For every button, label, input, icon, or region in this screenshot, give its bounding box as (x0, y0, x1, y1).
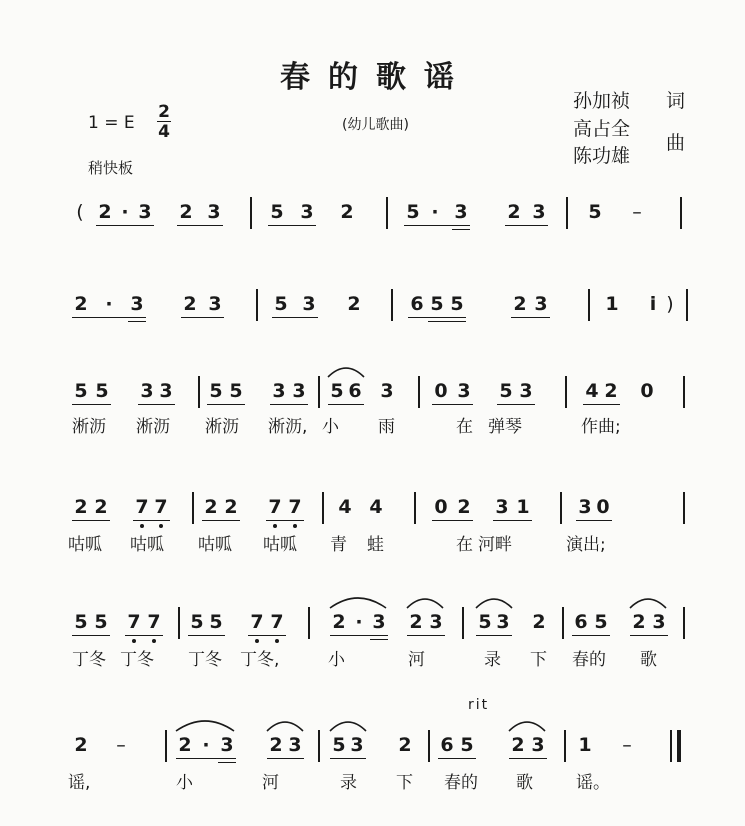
beam (404, 225, 470, 226)
barline (178, 607, 180, 639)
beam-2 (218, 762, 236, 763)
note: 3 (652, 611, 666, 633)
beam-2 (428, 321, 466, 322)
beam (330, 758, 366, 759)
barline (256, 289, 258, 321)
key-signature: 1 = E (88, 113, 135, 133)
note: 5 (499, 380, 513, 402)
low-octave-dot (293, 524, 297, 528)
beam (330, 635, 388, 636)
note: 6 (574, 611, 588, 633)
note: 2 (74, 293, 88, 315)
note: 2 (74, 734, 88, 756)
note: 5 (209, 380, 223, 402)
note: 2 (178, 734, 192, 756)
slur (174, 717, 236, 733)
note-high: i (649, 293, 657, 315)
beam (188, 635, 225, 636)
lyric: 下 (530, 650, 547, 670)
barline (462, 607, 464, 639)
beam (438, 758, 476, 759)
lyric: 歌 (516, 773, 533, 793)
beam (138, 404, 175, 405)
lyric: 在 (456, 417, 473, 437)
beam (96, 225, 154, 226)
lyric: 作曲; (581, 417, 621, 437)
lyric: 小 (328, 650, 345, 670)
note: 3 (534, 293, 548, 315)
barline (318, 730, 320, 762)
barline (165, 730, 167, 762)
beam-2 (370, 639, 388, 640)
beam (408, 317, 466, 318)
beam (72, 635, 110, 636)
lyric: 丁冬 (188, 650, 222, 670)
note: 2 (398, 734, 412, 756)
lyric: 河 (408, 650, 425, 670)
note: 3 (300, 201, 314, 223)
note: 4 (585, 380, 599, 402)
barline (683, 376, 685, 408)
barline (565, 376, 567, 408)
barline (391, 289, 393, 321)
note: 6 (440, 734, 454, 756)
note: 3 (272, 380, 286, 402)
slur (328, 717, 368, 733)
beam (476, 635, 512, 636)
lyric: 谣。 (576, 773, 610, 793)
note: 3 (288, 734, 302, 756)
lyric: 咕呱 (263, 535, 297, 555)
slur (474, 594, 514, 610)
note: 1 (516, 496, 530, 518)
lyric: 小 (176, 773, 193, 793)
slur (507, 717, 547, 733)
barline (318, 376, 320, 408)
note: 7 (268, 496, 282, 518)
low-octave-dot (275, 639, 279, 643)
barline (414, 492, 416, 524)
beam (125, 635, 163, 636)
lyric: 谣, (68, 773, 91, 793)
note: 2 (98, 201, 112, 223)
barline (588, 289, 590, 321)
lyric: 在 (456, 535, 473, 555)
beam (630, 635, 668, 636)
note: 0 (596, 496, 610, 518)
note-dot: · (202, 734, 210, 756)
lyric: 春的 (444, 773, 478, 793)
note: 3 (350, 734, 364, 756)
slur (628, 594, 668, 610)
low-octave-dot (255, 639, 259, 643)
barline (418, 376, 420, 408)
note: 5 (74, 611, 88, 633)
note: 3 (457, 380, 471, 402)
lyric: 淅沥 (136, 417, 170, 437)
beam (432, 404, 473, 405)
low-octave-dot (132, 639, 136, 643)
note: 5 (209, 611, 223, 633)
beam (248, 635, 286, 636)
lyricist-role: 词 (666, 90, 686, 112)
note: 5 (330, 380, 344, 402)
slur (405, 594, 445, 610)
beam-2 (452, 229, 470, 230)
note: 0 (434, 380, 448, 402)
note: 5 (74, 380, 88, 402)
note: 2 (74, 496, 88, 518)
note: 2 (457, 496, 471, 518)
beam (202, 520, 240, 521)
note: 3 (531, 734, 545, 756)
lyric: 蛙 (367, 535, 384, 555)
note: 1 (578, 734, 592, 756)
beam (497, 404, 535, 405)
note: 2 (511, 734, 525, 756)
time-signature-bottom: 4 (158, 122, 170, 142)
beam (407, 635, 445, 636)
note-dot: · (355, 611, 363, 633)
beam (72, 317, 146, 318)
beam (509, 758, 547, 759)
note: 7 (288, 496, 302, 518)
note: 5 (190, 611, 204, 633)
composer-name-2: 陈功雄 (573, 145, 631, 167)
note: 7 (270, 611, 284, 633)
note: 7 (250, 611, 264, 633)
barline (386, 197, 388, 229)
lyricist-name: 孙加祯 (573, 90, 631, 112)
lyric: 春的 (572, 650, 606, 670)
note: 2 (179, 201, 193, 223)
lyric: 河畔 (478, 535, 512, 555)
note: 3 (140, 380, 154, 402)
note: 2 (332, 611, 346, 633)
note: 3 (302, 293, 316, 315)
barline (566, 197, 568, 229)
close-paren: ) (666, 293, 674, 315)
lyric: 录 (484, 650, 501, 670)
beam (176, 758, 236, 759)
beam (272, 317, 318, 318)
low-octave-dot (140, 524, 144, 528)
note: 5 (430, 293, 444, 315)
note: 3 (496, 611, 510, 633)
note: 6 (348, 380, 362, 402)
beam (268, 225, 316, 226)
beam (133, 520, 170, 521)
note: 7 (147, 611, 161, 633)
note: 5 (594, 611, 608, 633)
note: 5 (94, 611, 108, 633)
beam (72, 404, 111, 405)
low-octave-dot (159, 524, 163, 528)
note: 5 (229, 380, 243, 402)
subtitle: (幼儿歌曲) (342, 117, 409, 133)
note: 5 (588, 201, 602, 223)
low-octave-dot (273, 524, 277, 528)
note: 6 (410, 293, 424, 315)
slur (326, 363, 366, 379)
note: 4 (369, 496, 383, 518)
barline (198, 376, 200, 408)
lyric: 歌 (640, 650, 657, 670)
note: 7 (154, 496, 168, 518)
dash: – (622, 734, 632, 756)
final-barline-thick (677, 730, 681, 762)
barline (560, 492, 562, 524)
beam (181, 317, 224, 318)
note: 3 (159, 380, 173, 402)
note: 2 (507, 201, 521, 223)
beam (177, 225, 223, 226)
barline (683, 607, 685, 639)
note: 2 (409, 611, 423, 633)
note: 5 (478, 611, 492, 633)
note: 3 (519, 380, 533, 402)
note: 5 (274, 293, 288, 315)
barline (683, 492, 685, 524)
beam (576, 520, 612, 521)
lyric: 咕呱 (68, 535, 102, 555)
barline (308, 607, 310, 639)
note: 4 (338, 496, 352, 518)
note: 2 (183, 293, 197, 315)
barline (680, 197, 682, 229)
note: 3 (208, 293, 222, 315)
note: 5 (450, 293, 464, 315)
lyric: 淅沥 (72, 417, 106, 437)
time-signature-top: 2 (158, 102, 170, 122)
lyric: 青 (330, 535, 347, 555)
low-octave-dot (152, 639, 156, 643)
dash: – (116, 734, 126, 756)
barline (686, 289, 688, 321)
barline (564, 730, 566, 762)
beam (72, 520, 110, 521)
lyric: 淅沥 (205, 417, 239, 437)
note: 3 (429, 611, 443, 633)
note: 5 (406, 201, 420, 223)
final-barline-thin (670, 730, 672, 762)
note: 0 (434, 496, 448, 518)
beam (207, 404, 245, 405)
note: 2 (204, 496, 218, 518)
lyric: 弹琴 (488, 417, 522, 437)
note: 3 (495, 496, 509, 518)
lyric: 咕呱 (130, 535, 164, 555)
note: 2 (94, 496, 108, 518)
note: 5 (460, 734, 474, 756)
lyric: 淅沥, (268, 417, 308, 437)
lyric: 丁冬 (120, 650, 154, 670)
barline (562, 607, 564, 639)
note: 3 (454, 201, 468, 223)
barline (250, 197, 252, 229)
dash: – (632, 201, 642, 223)
note: 3 (130, 293, 144, 315)
note: 3 (220, 734, 234, 756)
note: 3 (292, 380, 306, 402)
lyric: 河 (262, 773, 279, 793)
note: 5 (332, 734, 346, 756)
slur (328, 594, 388, 610)
note: 0 (640, 380, 654, 402)
ritardando-marking: rit (468, 697, 490, 713)
open-paren: ( (76, 201, 84, 223)
note: 2 (513, 293, 527, 315)
song-title: 春的歌谣 (280, 60, 472, 95)
beam (583, 404, 620, 405)
beam (267, 758, 304, 759)
composer-role: 曲 (666, 132, 686, 154)
lyric: 录 (340, 773, 357, 793)
note: 3 (380, 380, 394, 402)
lyric: 丁冬, (240, 650, 280, 670)
beam (432, 520, 473, 521)
barline (192, 492, 194, 524)
note: 3 (578, 496, 592, 518)
note: 2 (347, 293, 361, 315)
tempo-marking: 稍快板 (88, 159, 134, 177)
beam (266, 520, 304, 521)
barline (428, 730, 430, 762)
note: 5 (95, 380, 109, 402)
barline (322, 492, 324, 524)
note-dot: · (431, 201, 439, 223)
note: 7 (127, 611, 141, 633)
beam (493, 520, 532, 521)
note: 2 (604, 380, 618, 402)
lyric: 雨 (378, 417, 395, 437)
note: 7 (135, 496, 149, 518)
slur (265, 717, 305, 733)
note: 3 (532, 201, 546, 223)
note: 2 (224, 496, 238, 518)
composer-name-1: 高占全 (573, 118, 631, 140)
beam (572, 635, 610, 636)
note: 3 (372, 611, 386, 633)
note: 2 (269, 734, 283, 756)
note-dot: · (105, 293, 113, 315)
lyric: 丁冬 (72, 650, 106, 670)
beam (328, 404, 364, 405)
note: 2 (532, 611, 546, 633)
beam (270, 404, 308, 405)
note: 2 (340, 201, 354, 223)
note: 1 (605, 293, 619, 315)
note: 3 (207, 201, 221, 223)
beam-2 (128, 321, 146, 322)
lyric: 小 (322, 417, 339, 437)
note: 3 (138, 201, 152, 223)
beam (505, 225, 548, 226)
note: 2 (632, 611, 646, 633)
lyric: 咕呱 (198, 535, 232, 555)
lyric: 下 (396, 773, 413, 793)
beam (511, 317, 550, 318)
note: 5 (270, 201, 284, 223)
lyric: 演出; (566, 535, 606, 555)
note-dot: · (121, 201, 129, 223)
